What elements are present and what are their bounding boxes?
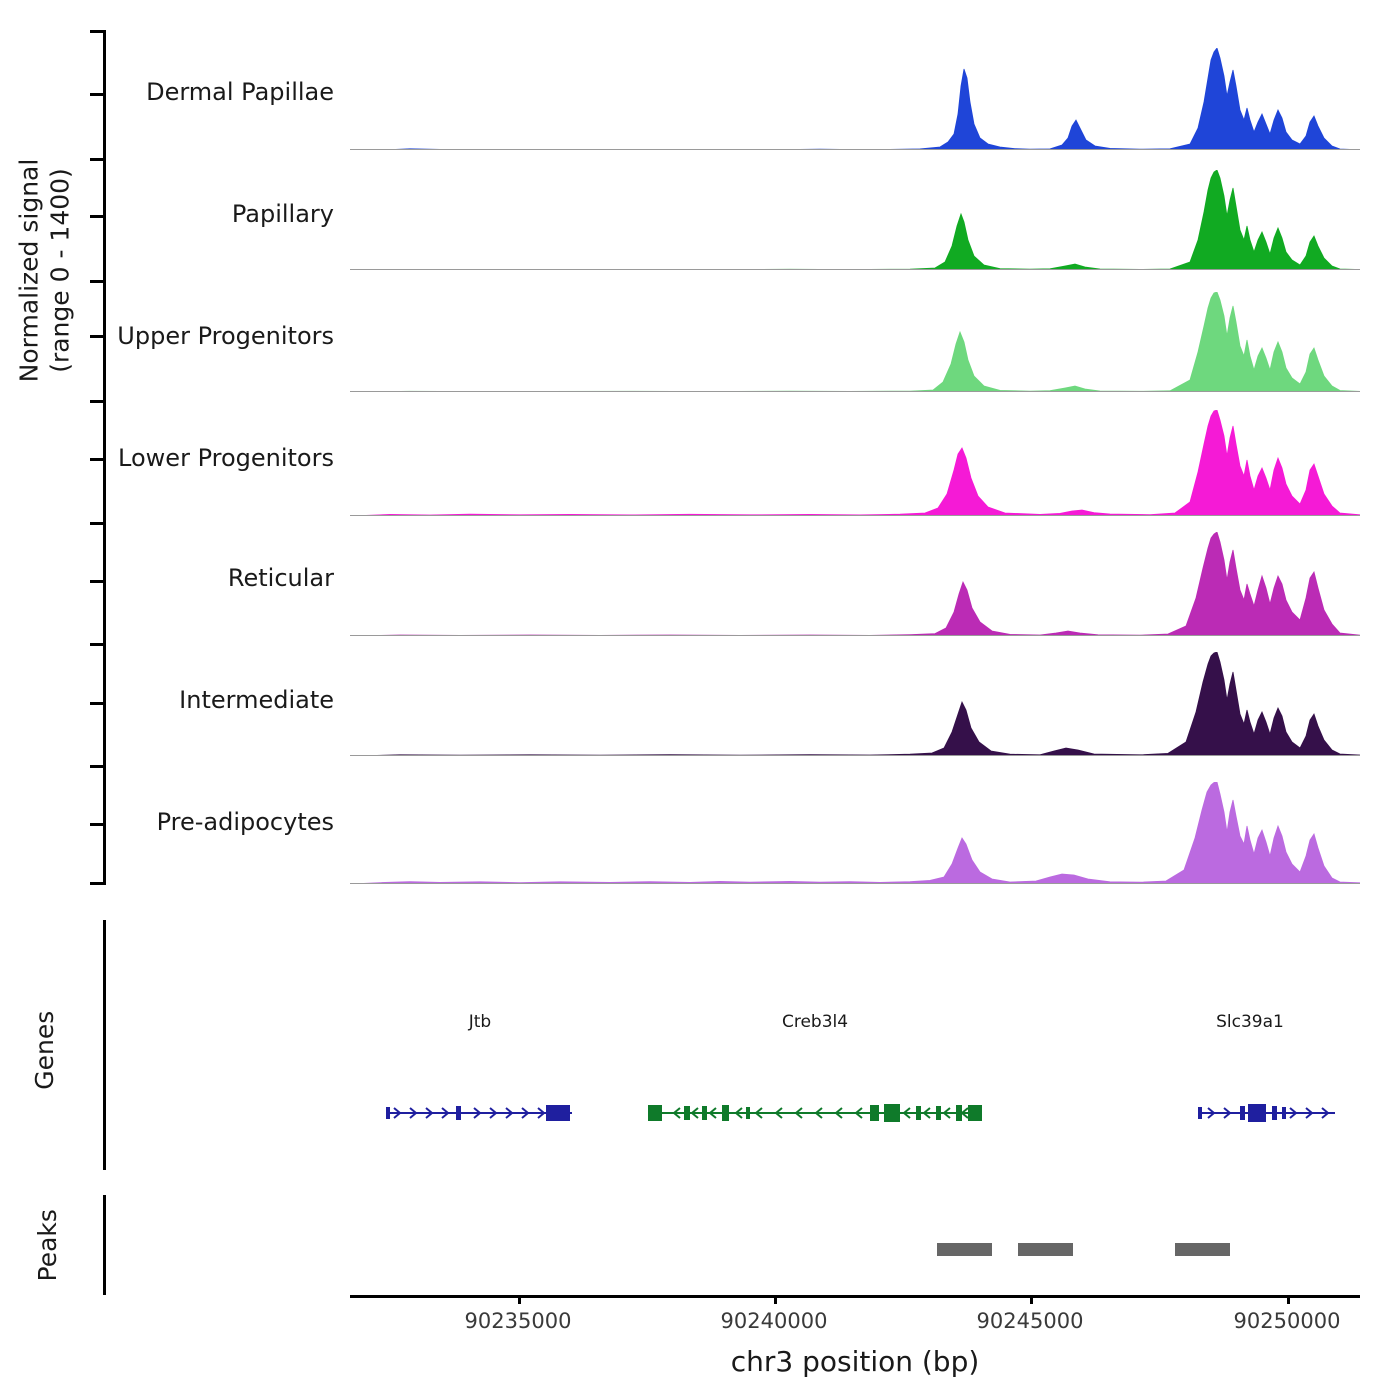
axis-tick [90,580,103,583]
track-reticular [350,532,1360,636]
track-signal-area [350,410,1360,516]
gene-models-svg [350,1098,1360,1128]
x-axis-tick [774,1295,777,1304]
x-axis-tick-label: 90235000 [464,1309,572,1333]
track-baseline [350,883,1360,884]
gene-label-jtb: Jtb [468,1012,492,1032]
axis-tick [90,30,103,33]
track-label-papillary: Papillary [231,200,334,228]
gene-model-jtb [386,1105,572,1121]
axis-tick [90,522,103,525]
axis-tick [90,93,103,96]
track-baseline [350,269,1360,270]
track-label-lower-progenitors: Lower Progenitors [118,444,334,472]
track-signal-area [350,532,1360,636]
track-label-reticular: Reticular [227,564,334,592]
axis-tick [90,765,103,768]
x-axis-tick [1030,1295,1033,1304]
axis-tick [90,882,103,885]
signal-axis-spine [103,30,106,885]
axis-tick [90,215,103,218]
x-axis-tick-label: 90245000 [976,1309,1084,1333]
y-axis-label-genes [30,960,61,1140]
track-baseline [350,635,1360,636]
genes-label-text: Genes [29,1010,59,1090]
genes-axis-spine [103,920,106,1170]
peak-region [1018,1243,1073,1256]
axis-tick [90,400,103,403]
axis-tick [90,335,103,338]
track-signal-area [350,652,1360,756]
track-intermediate [350,652,1360,756]
gene-models-row [350,1098,1360,1128]
x-axis-line [350,1295,1360,1298]
x-axis-tick-label: 90240000 [720,1309,828,1333]
x-axis-tick [1287,1295,1290,1304]
peak-region [1175,1243,1230,1256]
track-baseline [350,755,1360,756]
axis-tick [90,280,103,283]
peaks-label-text: Peaks [32,1209,62,1282]
gene-label-slc39a1: Slc39a1 [1216,1012,1284,1032]
track-label-pre-adipocytes: Pre-adipocytes [156,808,334,836]
track-label-intermediate: Intermediate [179,686,334,714]
y-axis-label-signal-line2: (range 0 - 1400) [45,168,74,373]
track-baseline [350,149,1360,150]
x-axis-tick [518,1295,521,1304]
track-dermal-papillae [350,48,1360,150]
peak-region [937,1243,992,1256]
track-upper-progenitors [350,292,1360,392]
track-label-upper-progenitors: Upper Progenitors [117,322,334,350]
axis-tick [90,702,103,705]
axis-tick [90,158,103,161]
track-lower-progenitors [350,410,1360,516]
x-axis-title: chr3 position (bp) [730,1345,980,1378]
y-axis-label-signal [15,61,76,481]
axis-tick [90,823,103,826]
track-signal-area [350,292,1360,392]
axis-tick [90,643,103,646]
track-baseline [350,515,1360,516]
track-baseline [350,391,1360,392]
x-axis-tick-label: 90250000 [1233,1309,1341,1333]
y-axis-label-peaks [33,1175,64,1315]
gene-model-slc39a1 [1198,1104,1335,1122]
track-papillary [350,170,1360,270]
track-signal-area [350,782,1360,884]
peaks-axis-spine [103,1195,106,1295]
track-signal-area [350,48,1360,150]
track-signal-area [350,170,1360,270]
gene-model-creb3l4 [648,1104,982,1122]
track-label-dermal-papillae: Dermal Papillae [146,78,334,106]
axis-tick [90,458,103,461]
y-axis-label-signal-line1: Normalized signal [14,158,44,383]
gene-label-creb3l4: Creb3l4 [781,1012,849,1032]
track-pre-adipocytes [350,782,1360,884]
